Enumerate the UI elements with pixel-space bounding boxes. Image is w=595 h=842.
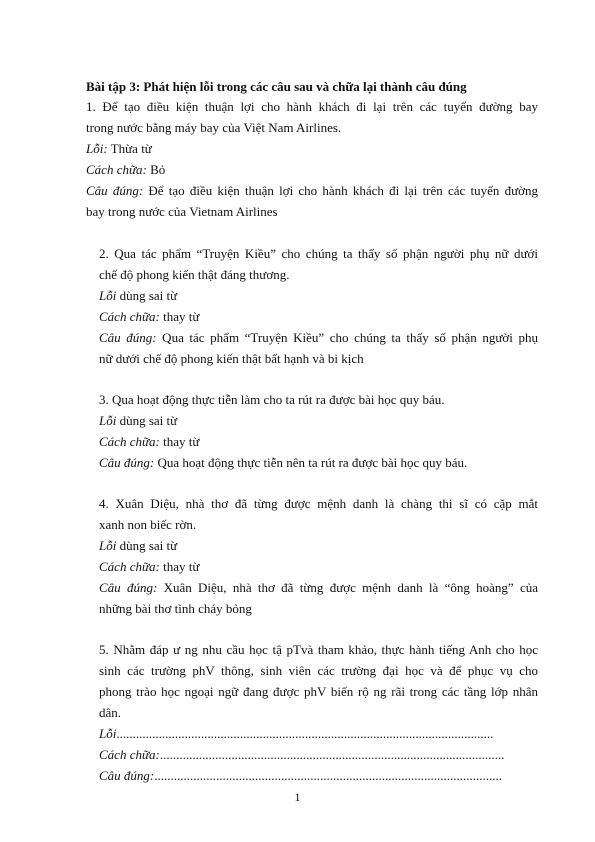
q2-correct-line-1 — [99, 329, 538, 347]
error-value: dùng sai từ — [116, 288, 178, 303]
q5-fix-line — [99, 746, 536, 764]
correct-dots: ........................................................................................................... — [154, 768, 502, 783]
error-label: Lỗi: — [86, 141, 108, 156]
exercise-title: Bài tập 3: Phát hiện lỗi trong các câu sau và chữa lại thành câu đúng — [86, 79, 467, 94]
fix-label: Cách chữa: — [99, 309, 160, 324]
error-label: Lỗi — [99, 538, 117, 553]
q2-fix-line — [99, 308, 199, 326]
error-label: Lỗi — [99, 413, 117, 428]
correct-label: Câu đúng: — [99, 768, 155, 783]
q2-line-2: chế độ phong kiến thật đáng thương. — [99, 267, 290, 282]
q1-error-line — [86, 140, 152, 158]
q1-line-2: trong nước bằng máy bay của Việt Nam Airlines. — [86, 120, 342, 135]
error-value: dùng sai từ — [116, 538, 178, 553]
error-value: dùng sai từ — [116, 413, 178, 428]
correct-value: Để tạo điều kiện thuận lợi cho hành khách đi lại trên các tuyến đường — [143, 183, 538, 198]
page-number: 1 — [294, 790, 301, 804]
error-label: Lỗi — [99, 288, 117, 303]
q3-correct-line — [99, 454, 467, 472]
q4-line-2: xanh non biếc rờn. — [99, 517, 197, 532]
fix-value: thay từ — [159, 309, 200, 324]
correct-value: Xuân Diệu, nhà thơ đã từng được mệnh danh là “ông hoàng” của — [157, 580, 539, 595]
q4-fix-line — [99, 558, 199, 576]
fix-dots: .......................................................................................................... — [159, 747, 505, 762]
q1-correct-line-1 — [86, 182, 538, 200]
fix-value: Bỏ — [146, 162, 166, 177]
q1-line-1: 1. Để tạo điều kiện thuận lợi cho hành khách đi lại trên các tuyến đường bay — [86, 99, 538, 114]
q3-error-line — [99, 412, 177, 430]
correct-value: Qua tác phẩm “Truyện Kiều” cho chúng ta thấy số phận người phụ — [156, 330, 539, 345]
q5-line-3: phong trào học ngoại ngữ đang được phV biến rộ ng rãi trong các tầng lớp nhân — [99, 684, 538, 699]
error-value: Thừa từ — [107, 141, 152, 156]
fix-label: Cách chữa: — [99, 559, 160, 574]
correct-value: Qua hoạt động thực tiễn nên ta rút ra được bài học quy báu. — [154, 455, 468, 470]
q4-correct-line-2: những bài thơ tình cháy bỏng — [99, 601, 252, 616]
fix-value: thay từ — [159, 559, 200, 574]
correct-label: Câu đúng: — [86, 183, 144, 198]
q4-error-line — [99, 537, 177, 555]
correct-label: Câu đúng: — [99, 455, 155, 470]
fix-label: Cách chữa: — [99, 434, 160, 449]
q5-correct-line — [99, 767, 536, 785]
correct-label: Câu đúng: — [99, 330, 157, 345]
q5-error-line — [99, 725, 536, 743]
fix-label: Cách chữa: — [99, 747, 160, 762]
error-label: Lỗi — [99, 726, 117, 741]
error-dots: .................................................................................................................... — [116, 726, 494, 741]
fix-value: thay từ — [159, 434, 200, 449]
q5-line-2: sinh các trường phV thông, sinh viên các trường đại học và để phục vụ cho — [99, 663, 538, 678]
q1-fix-line — [86, 161, 165, 179]
q2-error-line — [99, 287, 177, 305]
q3-line-1: 3. Qua hoạt động thực tiễn làm cho ta rút ra được bài học quy báu. — [99, 392, 445, 407]
q3-fix-line — [99, 433, 199, 451]
q5-line-1: 5. Nhằm đáp ư ng nhu cầu học tậ pTvà tham khảo, thực hành tiếng Anh cho học — [99, 642, 538, 657]
correct-label: Câu đúng: — [99, 580, 158, 595]
q5-line-4: dân. — [99, 705, 122, 720]
q4-correct-line-1 — [99, 579, 538, 597]
q2-line-1: 2. Qua tác phẩm “Truyện Kiều” cho chúng ta thấy số phận người phụ nữ dưới — [99, 246, 538, 261]
q1-correct-line-2: bay trong nước của Vietnam Airlines — [86, 204, 278, 219]
q4-line-1: 4. Xuân Diệu, nhà thơ đã từng được mệnh danh là chàng thi sĩ có cặp mắt — [99, 496, 538, 511]
fix-label: Cách chữa: — [86, 162, 147, 177]
q2-correct-line-2: nữ dưới chế độ phong kiến thật bất hạnh và bi kịch — [99, 351, 364, 366]
